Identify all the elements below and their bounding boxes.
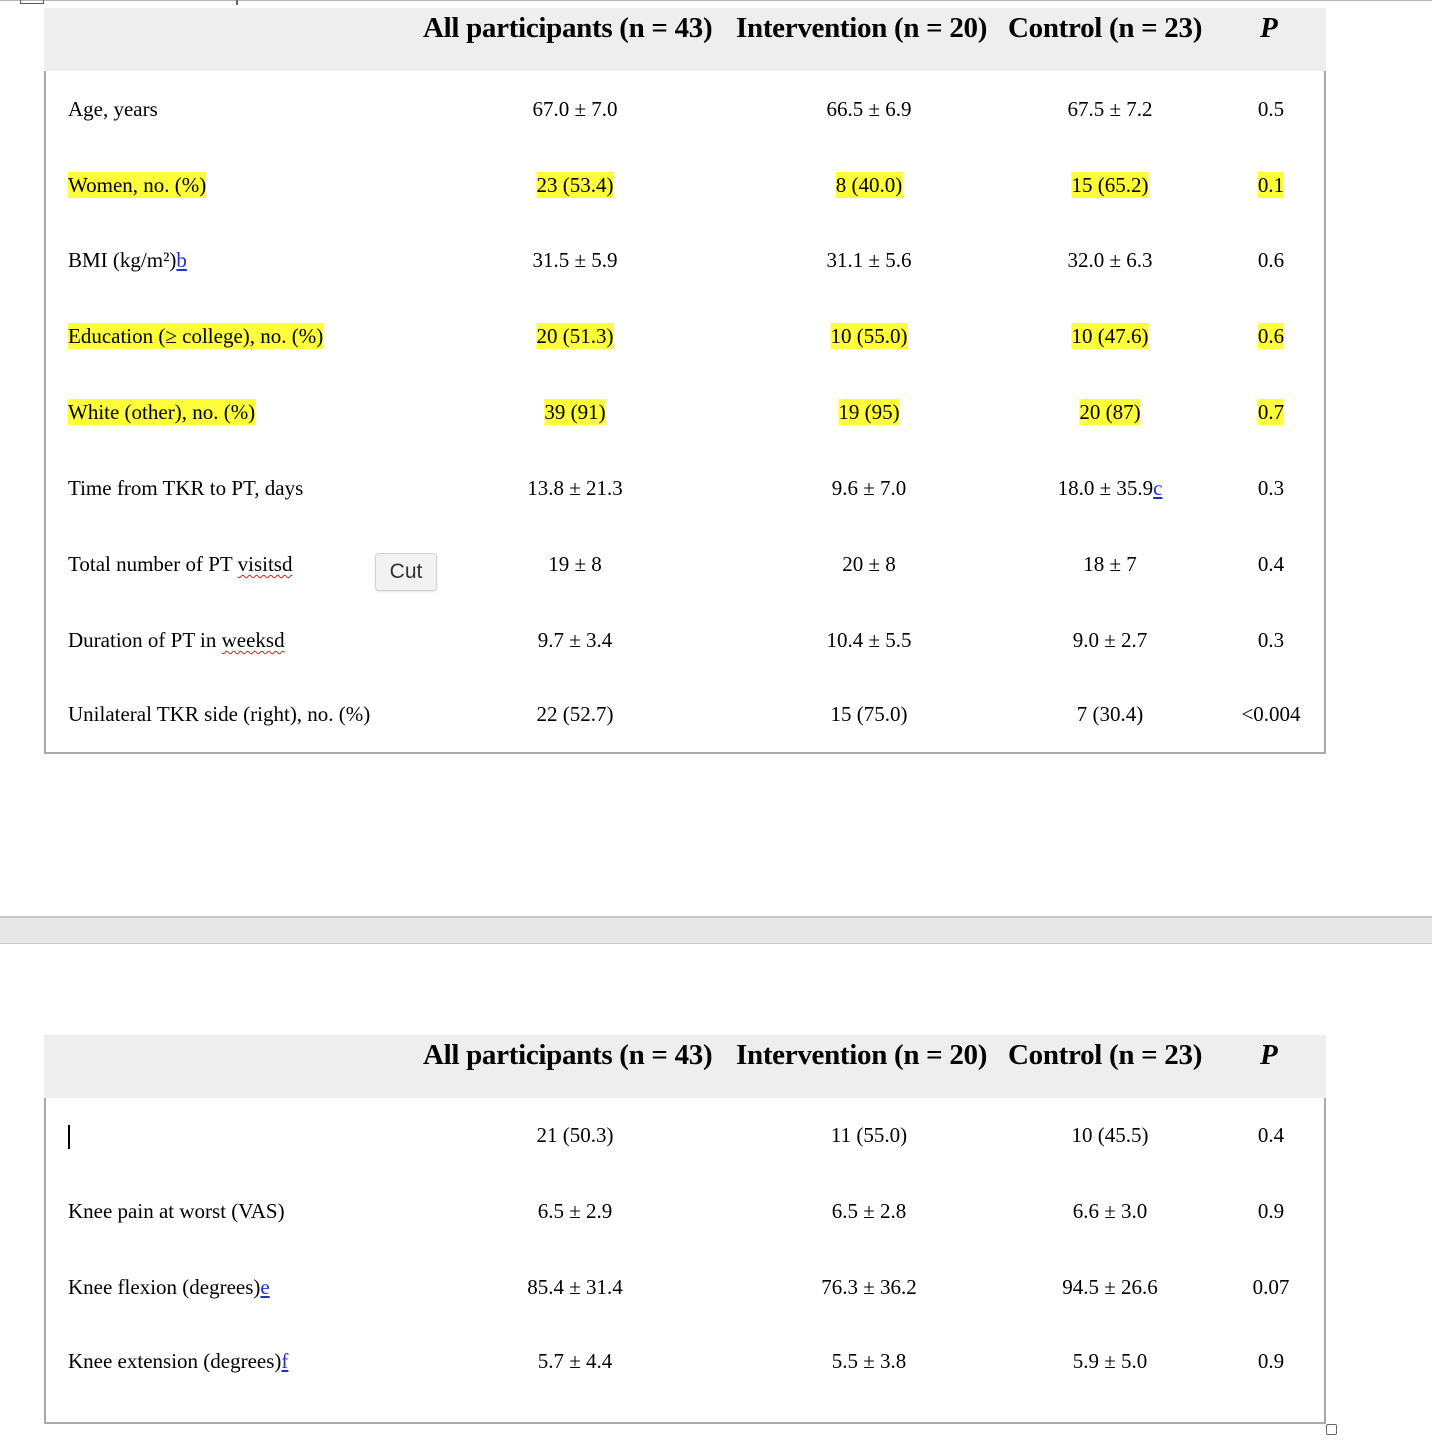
cell-all[interactable]: 31.5 ± 5.9 [532,248,618,272]
cell-control[interactable]: 20 (87) [1079,400,1141,424]
row-label[interactable]: Education (≥ college), no. (%) [68,324,324,348]
row-label-text: Total number of PT [68,552,238,576]
cell-control[interactable]: 9.0 ± 2.7 [1072,628,1148,652]
cell-all[interactable]: 39 (91) [544,400,606,424]
cell-p[interactable]: 0.7 [1257,400,1285,424]
cell-all[interactable]: 6.5 ± 2.9 [537,1199,613,1223]
cell-all[interactable]: 19 ± 8 [548,552,602,576]
row-label-text: Knee flexion (degrees) [68,1275,261,1299]
cell-control[interactable]: 32.0 ± 6.3 [1067,248,1153,272]
row-label[interactable]: Age, years [68,97,158,121]
cell-p[interactable]: 0.6 [1257,324,1285,348]
cell-intervention[interactable]: 10.4 ± 5.5 [826,628,912,652]
cell-intervention[interactable]: 76.3 ± 36.2 [821,1275,917,1299]
cell-all[interactable]: 20 (51.3) [536,324,614,348]
row-label[interactable]: Women, no. (%) [68,173,207,197]
table-row[interactable] [46,627,1326,667]
footnote-link[interactable]: f [281,1349,289,1373]
page-break-separator [0,916,1432,944]
row-label[interactable] [68,551,292,577]
row-label[interactable] [68,247,187,273]
cell-p[interactable]: 0.07 [1252,1275,1290,1299]
cell-control[interactable]: 94.5 ± 26.6 [1062,1275,1158,1299]
text-cursor [68,1125,70,1149]
cell-control[interactable]: 5.9 ± 5.0 [1072,1349,1148,1373]
cell-all[interactable]: 5.7 ± 4.4 [537,1349,613,1373]
cell-p[interactable]: 0.4 [1257,1123,1285,1147]
cell-control[interactable]: 7 (30.4) [1076,702,1144,726]
table-header [44,8,1326,71]
cell-control[interactable]: 15 (65.2) [1071,173,1149,197]
header-control: Control (n = 23) [1008,12,1203,44]
table-body[interactable] [44,71,1326,754]
cell-control[interactable] [1058,475,1163,501]
table-row[interactable] [46,1122,1326,1162]
row-label[interactable]: Unilateral TKR side (right), no. (%) [68,702,371,726]
cell-intervention[interactable]: 10 (55.0) [830,324,908,348]
cell-p[interactable]: 0.4 [1257,552,1285,576]
cell-control[interactable]: 10 (45.5) [1071,1123,1149,1147]
cell-intervention[interactable]: 19 (95) [838,400,900,424]
row-label[interactable]: Time from TKR to PT, days [68,476,304,500]
header-p-value: P [1260,1039,1278,1071]
header-intervention: Intervention (n = 20) [736,12,988,44]
row-label[interactable]: White (other), no. (%) [68,400,256,424]
row-label[interactable] [68,1348,288,1374]
header-intervention: Intervention (n = 20) [736,1039,988,1071]
cell-control[interactable]: 6.6 ± 3.0 [1072,1199,1148,1223]
table-resize-handle[interactable] [1326,1424,1337,1435]
cell-control-value: 18.0 ± 35.9 [1057,476,1154,500]
cell-p[interactable]: 0.1 [1257,173,1285,197]
table-row[interactable] [46,399,1326,439]
cell-intervention[interactable]: 6.5 ± 2.8 [831,1199,907,1223]
row-label-text: Duration of PT in [68,628,222,652]
cell-all[interactable]: 13.8 ± 21.3 [527,476,623,500]
cell-p[interactable]: <0.004 [1241,702,1301,726]
table-row[interactable] [46,1198,1326,1238]
cell-intervention[interactable]: 31.1 ± 5.6 [826,248,912,272]
row-label[interactable] [68,1274,270,1300]
cell-all[interactable]: 85.4 ± 31.4 [527,1275,623,1299]
cell-all[interactable]: 21 (50.3) [536,1123,614,1147]
cell-p[interactable]: 0.3 [1257,628,1285,652]
cell-all[interactable]: 9.7 ± 3.4 [537,628,613,652]
footnote-link[interactable]: e [260,1275,270,1299]
baseline-table-page-1[interactable] [44,8,1326,754]
cell-p[interactable]: 0.6 [1257,248,1285,272]
table-row[interactable] [46,1348,1326,1388]
footnote-link[interactable]: c [1153,476,1163,500]
table-row[interactable] [46,701,1326,741]
row-label[interactable] [68,627,285,653]
page-corner-mark [20,0,44,4]
footnote-link[interactable]: b [176,248,187,272]
cut-button[interactable]: Cut [375,553,437,591]
row-label-text: Knee extension (degrees) [68,1349,282,1373]
table-row[interactable] [46,247,1326,287]
table-row[interactable] [46,475,1326,515]
table-row[interactable] [46,1274,1326,1314]
cell-all[interactable]: 23 (53.4) [536,173,614,197]
baseline-table-page-2[interactable] [44,1035,1326,1424]
cell-intervention[interactable]: 11 (55.0) [830,1123,908,1147]
cell-p[interactable]: 0.3 [1257,476,1285,500]
misspelled-word[interactable]: weeksd [221,628,285,652]
header-all-participants: All participants (n = 43) [423,12,713,44]
row-label[interactable]: Knee pain at worst (VAS) [68,1199,285,1223]
cell-intervention[interactable]: 8 (40.0) [835,173,903,197]
table-header [44,1035,1326,1098]
cell-control[interactable]: 67.5 ± 7.2 [1067,97,1153,121]
header-p-value: P [1260,12,1278,44]
cell-intervention[interactable]: 5.5 ± 3.8 [831,1349,907,1373]
cell-all[interactable]: 22 (52.7) [536,702,614,726]
cell-control[interactable]: 18 ± 7 [1083,552,1137,576]
cell-p[interactable]: 0.9 [1257,1199,1285,1223]
cell-intervention[interactable]: 9.6 ± 7.0 [831,476,907,500]
table-row[interactable] [46,172,1326,212]
cell-all[interactable]: 67.0 ± 7.0 [532,97,618,121]
cell-p[interactable]: 0.5 [1257,97,1285,121]
cell-intervention[interactable]: 20 ± 8 [842,552,896,576]
misspelled-word[interactable]: visitsd [237,552,293,576]
header-control: Control (n = 23) [1008,1039,1203,1071]
table-row[interactable] [46,551,1326,591]
top-border-line [0,0,1432,1]
cell-control[interactable]: 10 (47.6) [1071,324,1149,348]
ruler-tick [236,0,238,5]
row-label-text: BMI (kg/m²) [68,248,177,272]
cell-intervention[interactable]: 66.5 ± 6.9 [826,97,912,121]
table-row[interactable] [46,323,1326,363]
header-all-participants: All participants (n = 43) [423,1039,713,1071]
cell-intervention[interactable]: 15 (75.0) [830,702,908,726]
row-label-editing[interactable] [68,1122,70,1149]
table-row[interactable] [46,96,1326,136]
cell-p[interactable]: 0.9 [1257,1349,1285,1373]
table-body[interactable] [44,1098,1326,1424]
